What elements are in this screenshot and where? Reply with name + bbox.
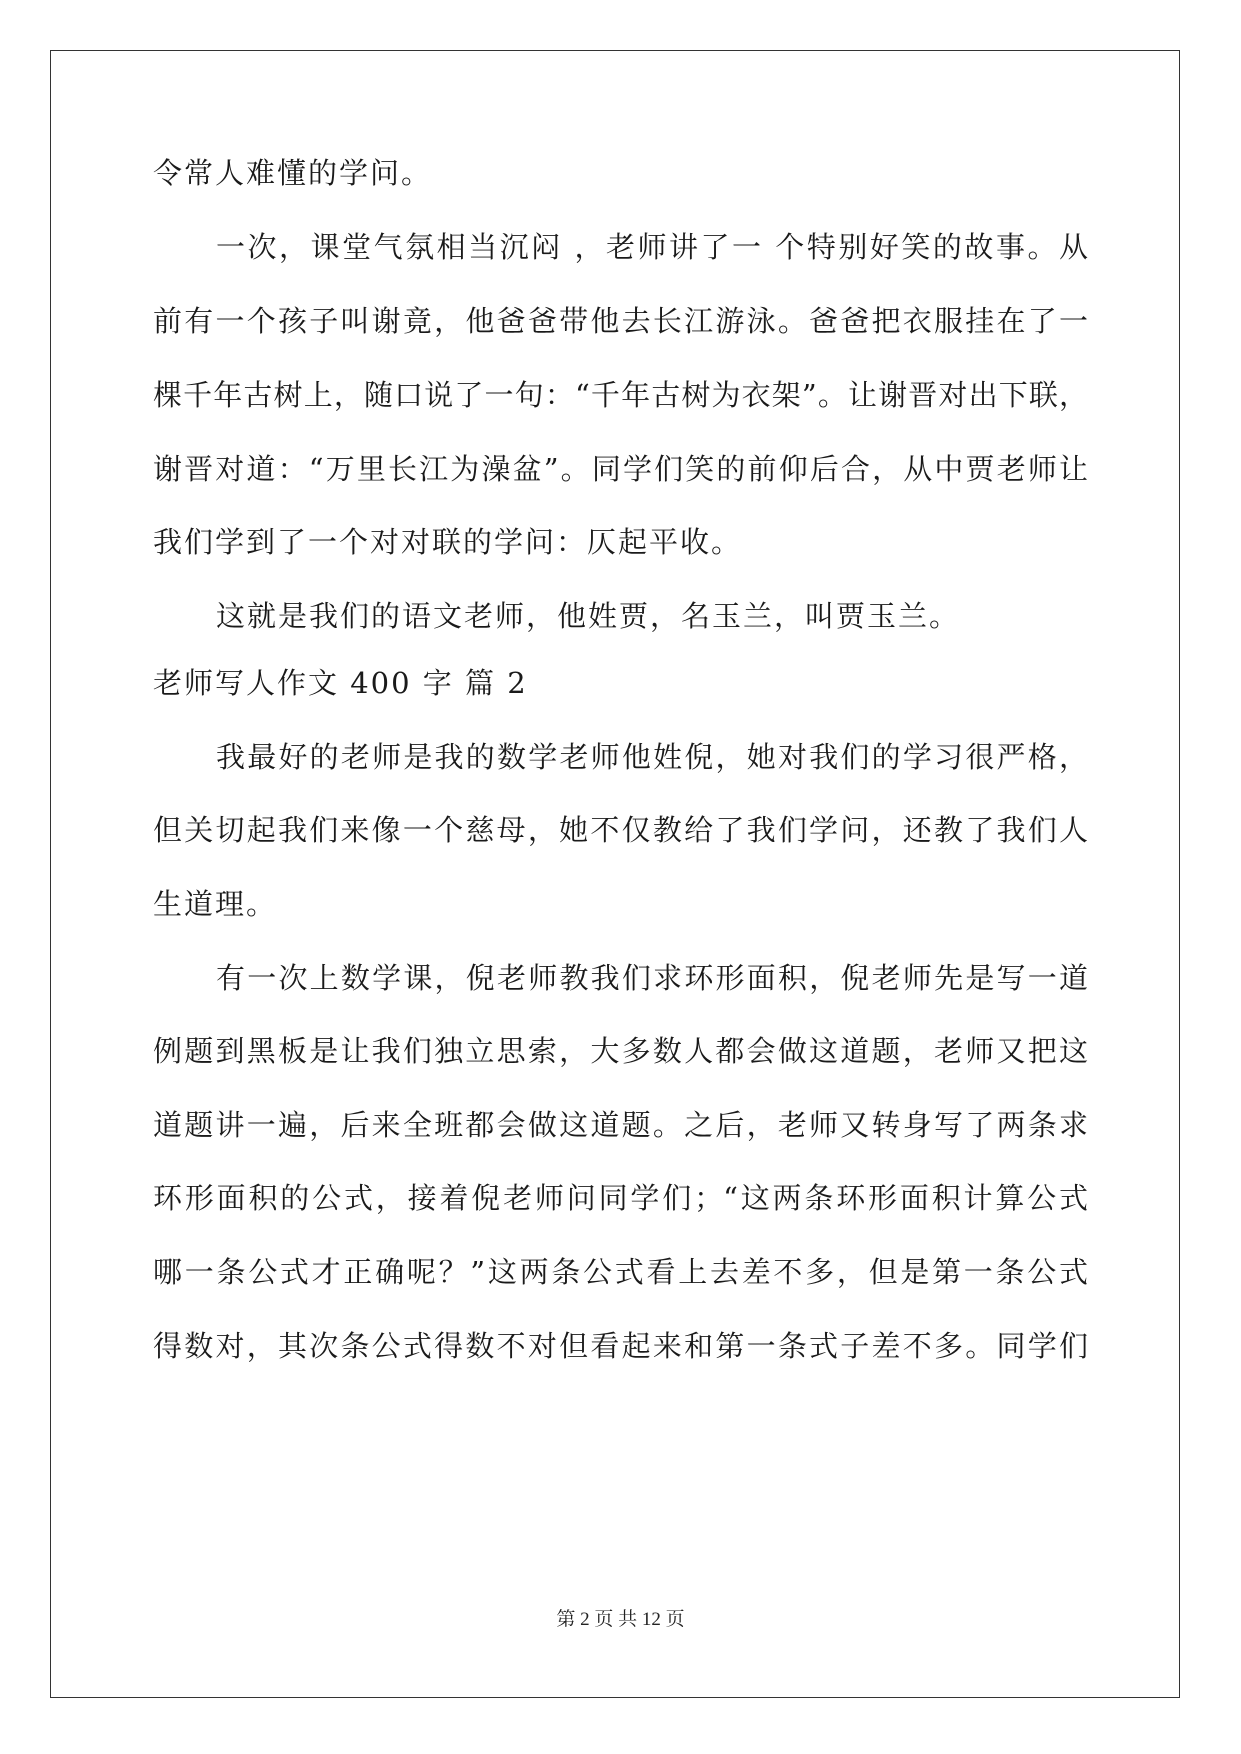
paragraph-first-line: 这就是我们的语文老师，他姓贾，名玉兰，叫贾玉兰。 [216,599,961,633]
paragraph-first-line: 我最好的老师是我的数学老师他姓倪，她对我们的学习很严格， [216,740,1088,774]
paragraph-first-line: 有一次上数学课，倪老师教我们求环形面积，倪老师先是写一道 [216,961,1088,995]
text-line: 谢晋对道：“万里长江为澡盆”。同学们笑的前仰后合，从中贾老师让 [153,452,1088,486]
page-number: 第 2 页 共 12 页 [556,1609,685,1630]
text-line: 环形面积的公式，接着倪老师问同学们；“这两条环形面积计算公式 [153,1181,1088,1215]
text-line: 我们学到了一个对对联的学问：仄起平收。 [153,525,743,559]
text-line: 棵千年古树上，随口说了一句：“千年古树为衣架”。让谢晋对出下联， [153,378,1088,412]
text-line: 生道理。 [153,887,278,921]
page-border [50,50,1180,1698]
text-line: 得数对，其次条公式得数不对但看起来和第一条式子差不多。同学们 [153,1329,1088,1363]
text-line: 令常人难懂的学问。 [153,156,433,190]
text-line: 前有一个孩子叫谢竟，他爸爸带他去长江游泳。爸爸把衣服挂在了一 [153,304,1088,338]
section-heading: 老师写人作文 400 字 篇 2 [153,666,528,700]
text-line: 例题到黑板是让我们独立思索，大多数人都会做这道题，老师又把这 [153,1034,1088,1068]
text-line: 哪一条公式才正确呢？”这两条公式看上去差不多，但是第一条公式 [153,1255,1088,1289]
text-line: 但关切起我们来像一个慈母，她不仅教给了我们学问，还教了我们人 [153,813,1088,847]
text-line: 道题讲一遍，后来全班都会做这道题。之后，老师又转身写了两条求 [153,1108,1088,1142]
paragraph-first-line: 一次，课堂气氛相当沉闷 ，老师讲了一 个特别好笑的故事。从 [216,230,1088,264]
